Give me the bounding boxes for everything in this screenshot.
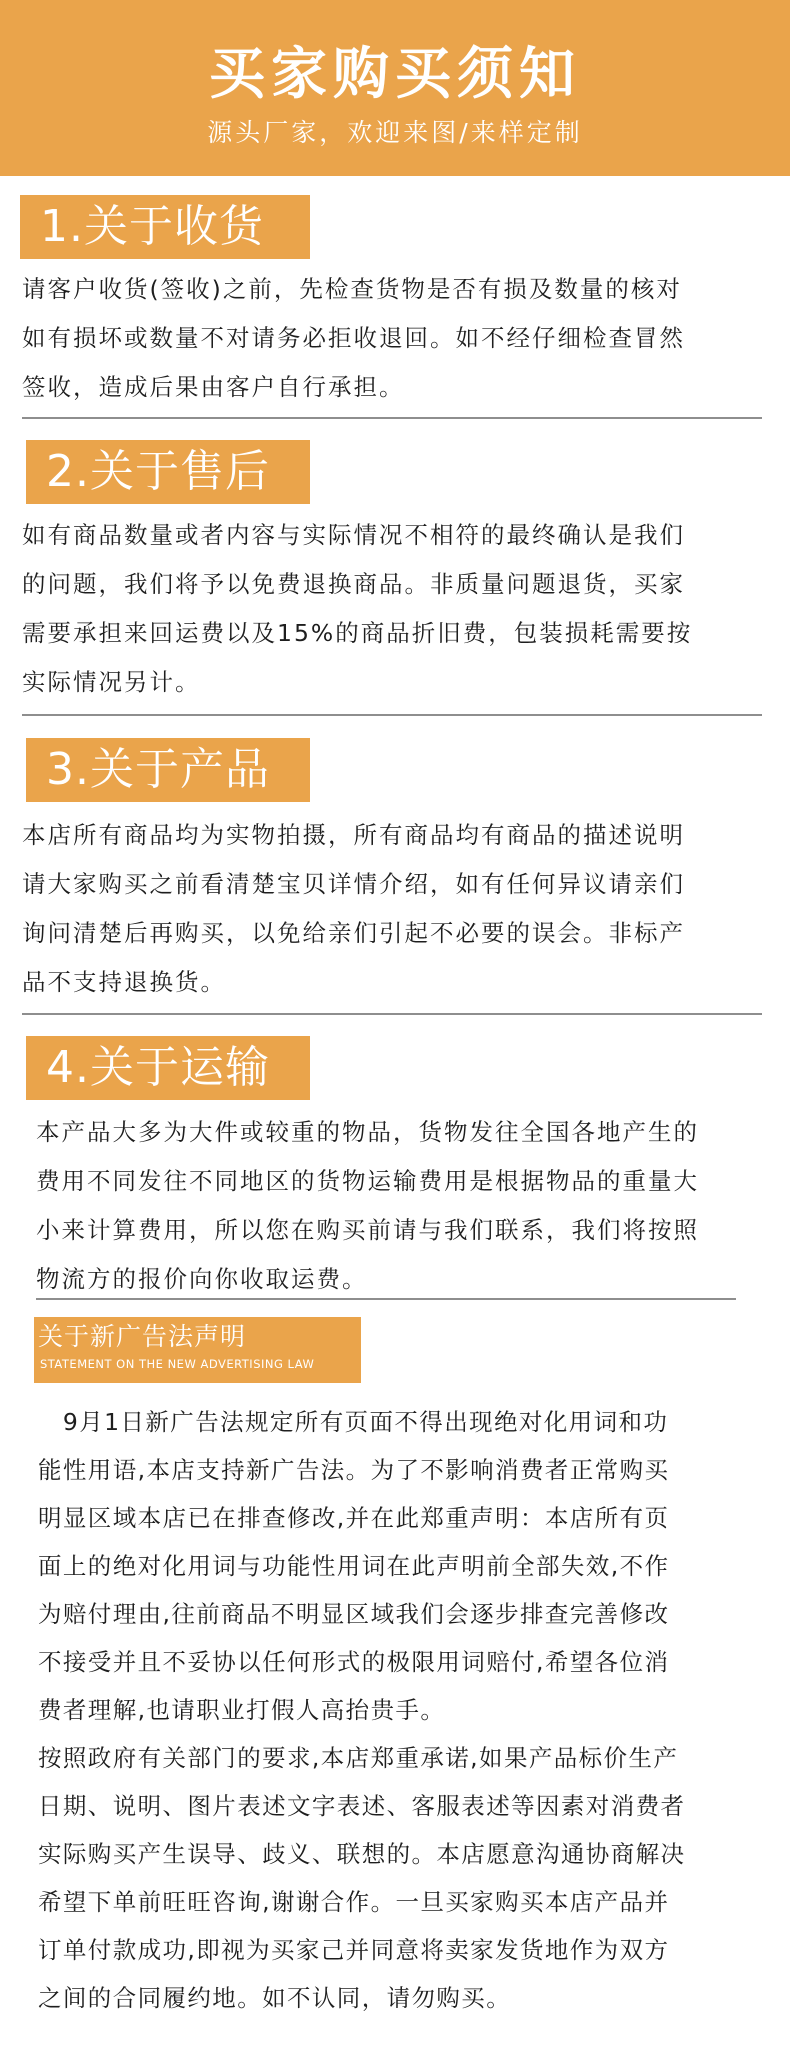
page-title: 买家购买须知 xyxy=(209,42,581,107)
text-line: 如有商品数量或者内容与实际情况不相符的最终确认是我们 xyxy=(22,521,685,549)
text-line: 品不支持退换货。 xyxy=(22,968,226,996)
section-divider xyxy=(22,714,762,716)
text-line: 9月1日新广告法规定所有页面不得出现绝对化用词和功 xyxy=(38,1408,669,1436)
text-line: 询问清楚后再购买，以免给亲们引起不必要的误会。非标产 xyxy=(22,919,685,947)
header-banner xyxy=(0,0,790,176)
text-line: 能性用语,本店支持新广告法。为了不影响消费者正常购买 xyxy=(38,1456,670,1484)
text-line: 为赔付理由,往前商品不明显区域我们会逐步排查完善修改 xyxy=(38,1600,670,1628)
text-line: 如有损坏或数量不对请务必拒收退回。如不经仔细检查冒然 xyxy=(22,324,685,352)
text-line: 小来计算费用，所以您在购买前请与我们联系，我们将按照 xyxy=(36,1216,699,1244)
section-body-receiving xyxy=(22,265,772,412)
text-line: 订单付款成功,即视为买家己并同意将卖家发货地作为双方 xyxy=(38,1936,670,1964)
text-line: 物流方的报价向你收取运费。 xyxy=(36,1265,368,1293)
section-heading-aftersales: 2.关于售后 xyxy=(26,440,310,504)
section-heading-products: 3.关于产品 xyxy=(26,738,310,802)
section-body-shipping xyxy=(36,1108,776,1304)
ad-statement-body xyxy=(38,1398,758,2022)
text-line: 本店所有商品均为实物拍摄，所有商品均有商品的描述说明 xyxy=(22,821,685,849)
text-line: 明显区域本店已在排查修改,并在此郑重声明：本店所有页 xyxy=(38,1504,670,1532)
ad-statement-title: 关于新广告法声明 xyxy=(38,1322,247,1351)
section-divider xyxy=(22,417,762,419)
text-line: 请大家购买之前看清楚宝贝详情介绍，如有任何异议请亲们 xyxy=(22,870,685,898)
section-heading-receiving: 1.关于收货 xyxy=(20,195,310,259)
section-divider xyxy=(36,1298,736,1300)
text-line: 面上的绝对化用词与功能性用词在此声明前全部失效,不作 xyxy=(38,1552,670,1580)
text-line: 实际购买产生误导、歧义、联想的。本店愿意沟通协商解决 xyxy=(38,1840,686,1868)
text-line: 希望下单前旺旺咨询,谢谢合作。一旦买家购买本店产品并 xyxy=(38,1888,670,1916)
section-divider xyxy=(22,1013,762,1015)
text-line: 需要承担来回运费以及15%的商品折旧费，包装损耗需要按 xyxy=(22,619,693,647)
text-line: 费者理解,也请职业打假人高抬贵手。 xyxy=(38,1696,446,1724)
section-body-products xyxy=(22,811,782,1007)
ad-statement-heading xyxy=(34,1317,361,1383)
ad-statement-subtitle: STATEMENT ON THE NEW ADVERTISING LAW xyxy=(40,1357,315,1371)
text-line: 之间的合同履约地。如不认同，请勿购买。 xyxy=(38,1984,512,2012)
text-line: 的问题，我们将予以免费退换商品。非质量问题退货，买家 xyxy=(22,570,685,598)
text-line: 费用不同发往不同地区的货物运输费用是根据物品的重量大 xyxy=(36,1167,699,1195)
text-line: 签收，造成后果由客户自行承担。 xyxy=(22,373,405,401)
text-line: 日期、说明、图片表述文字表述、客服表述等因素对消费者 xyxy=(38,1792,686,1820)
section-body-aftersales xyxy=(22,511,782,707)
text-line: 请客户收货(签收)之前，先检查货物是否有损及数量的核对 xyxy=(22,275,682,303)
text-line: 实际情况另计。 xyxy=(22,668,201,696)
page-subtitle: 源头厂家，欢迎来图/来样定制 xyxy=(207,118,583,147)
section-heading-shipping: 4.关于运输 xyxy=(26,1036,310,1100)
text-line: 不接受并且不妥协以任何形式的极限用词赔付,希望各位消 xyxy=(38,1648,670,1676)
text-line: 按照政府有关部门的要求,本店郑重承诺,如果产品标价生产 xyxy=(38,1744,679,1772)
text-line: 本产品大多为大件或较重的物品，货物发往全国各地产生的 xyxy=(36,1118,699,1146)
